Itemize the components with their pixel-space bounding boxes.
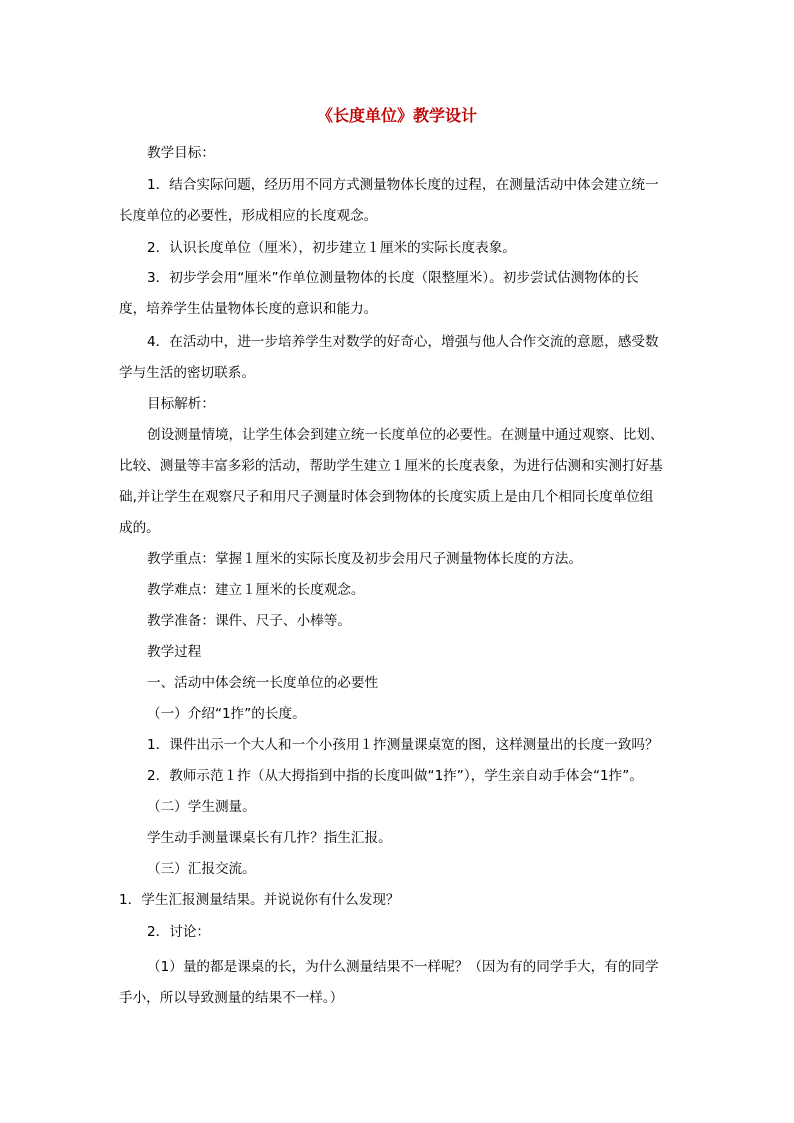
text-line: 度，培养学生估量物体长度的意识和能力。	[119, 301, 378, 317]
text-line: 2．教师示范１拃（从大拇指到中指的长度叫做“1拃”），学生亲自动手体会“1拃”。	[147, 768, 643, 784]
text-line: 教学目标：	[147, 145, 215, 161]
text-line: （一）介绍“1拃”的长度。	[147, 706, 306, 722]
text-line: 长度单位的必要性，形成相应的长度观念。	[119, 208, 378, 224]
text-line: 学生动手测量课桌长有几拃？指生汇报。	[147, 830, 392, 846]
text-line: 教学准备：课件、尺子、小棒等。	[147, 613, 351, 629]
text-line: 4．在活动中，进一步培养学生对数学的好奇心，增强与他人合作交流的意愿，感受数	[147, 334, 659, 350]
text-line: 成的。	[119, 520, 160, 536]
text-line: 目标解析：	[147, 396, 215, 412]
text-line: 教学难点：建立１厘米的长度观念。	[147, 582, 365, 598]
text-line: （二）学生测量。	[147, 799, 256, 815]
text-line: 2．讨论：	[147, 924, 211, 940]
text-line: 教学过程	[147, 644, 202, 660]
text-line: 1．课件出示一个大人和一个小孩用１拃测量课桌宽的图，这样测量出的长度一致吗？	[147, 737, 659, 753]
document-title: 《长度单位》教学设计	[316, 106, 477, 125]
text-line: （1）量的都是课桌的长，为什么测量结果不一样呢？（因为有的同学手大，有的同学	[147, 959, 659, 975]
text-line: 学与生活的密切联系。	[119, 365, 255, 381]
text-line: 1．结合实际问题，经历用不同方式测量物体长度的过程，在测量活动中体会建立统一	[147, 177, 659, 193]
text-line: 2．认识长度单位（厘米），初步建立１厘米的实际长度表象。	[147, 240, 516, 256]
text-line: 1．学生汇报测量结果。并说说你有什么发现？	[119, 892, 400, 908]
text-line: 3．初步学会用“厘米”作单位测量物体的长度（限整厘米）。初步尝试估测物体的长	[147, 270, 639, 286]
text-line: 比较、测量等丰富多彩的活动，帮助学生建立１厘米的长度表象，为进行估测和实测打好基	[119, 458, 663, 474]
text-line: 教学重点：掌握１厘米的实际长度及初步会用尺子测量物体长度的方法。	[147, 551, 582, 567]
text-line: 手小，所以导致测量的结果不一样。）	[119, 990, 344, 1006]
text-line: 创设测量情境，让学生体会到建立统一长度单位的必要性。在测量中通过观察、比划、	[147, 427, 664, 443]
text-line: 础,并让学生在观察尺子和用尺子测量时体会到物体的长度实质上是由几个相同长度单位组	[119, 489, 654, 505]
text-line: （三）汇报交流。	[147, 861, 256, 877]
text-line: 一、活动中体会统一长度单位的必要性	[147, 675, 379, 691]
